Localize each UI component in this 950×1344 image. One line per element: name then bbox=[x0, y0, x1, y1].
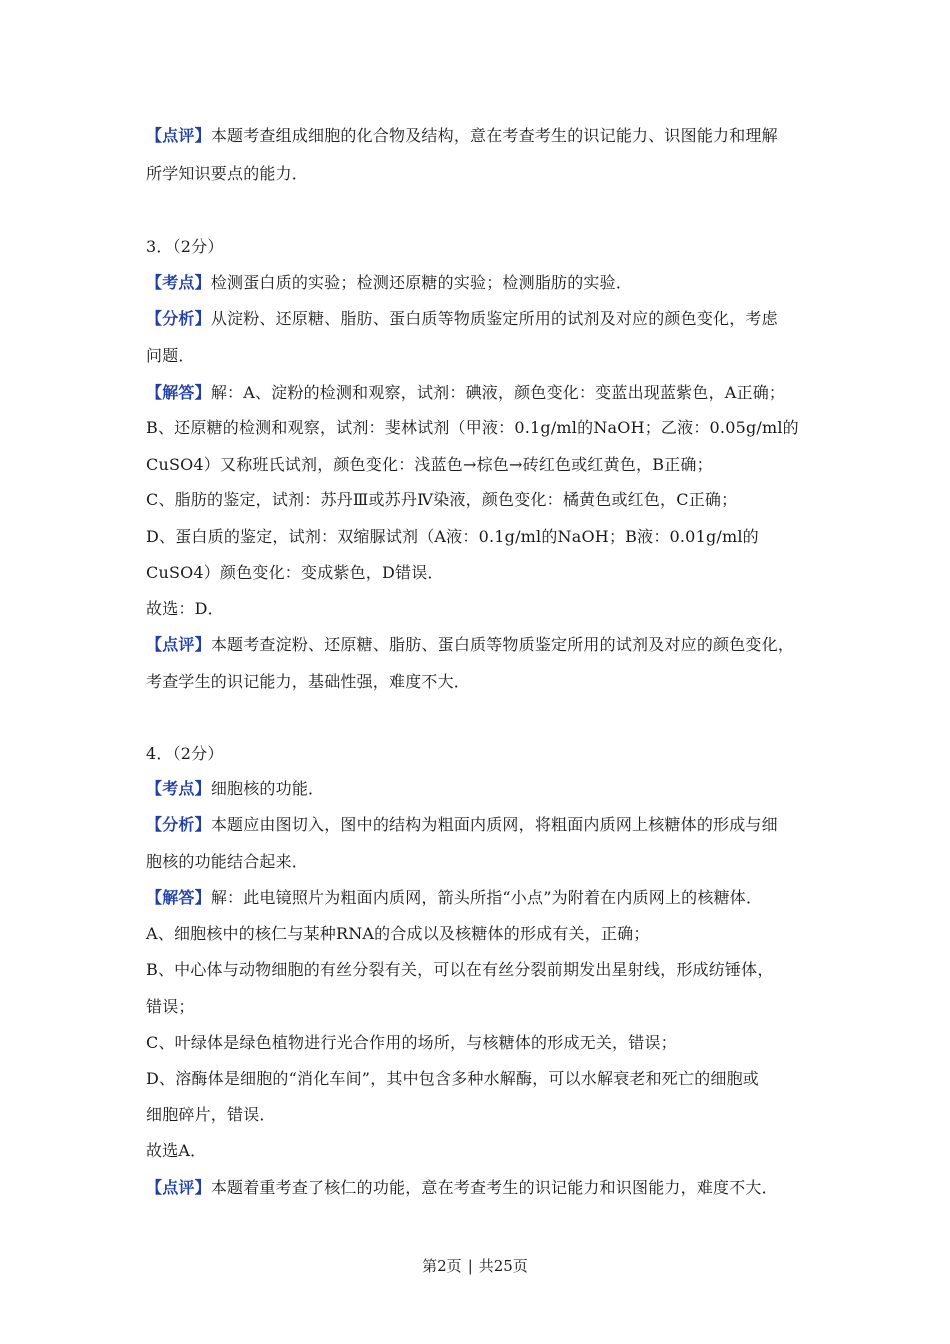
q3-solution-line-1: 【解答】解：A、淀粉的检测和观察，试剂：碘液，颜色变化：变蓝出现蓝紫色，A正确； bbox=[146, 383, 786, 402]
footer-separator: | bbox=[467, 1257, 473, 1275]
q2-comment-line-1: 【点评】本题考查组成细胞的化合物及结构，意在考查考生的识记能力、识图能力和理解 bbox=[146, 126, 778, 145]
q4-option-b-line-2: 错误； bbox=[146, 997, 195, 1016]
q2-comment-line-2: 所学知识要点的能力． bbox=[146, 164, 309, 183]
solution-tag: 【解答】 bbox=[146, 888, 211, 907]
solution-tag: 【解答】 bbox=[146, 383, 211, 402]
q4-analysis-line-1: 【分析】本题应由图切入，图中的结构为粗面内质网，将粗面内质网上核糖体的形成与细 bbox=[146, 815, 778, 834]
q3-analysis-line-1: 【分析】从淀粉、还原糖、脂肪、蛋白质等物质鉴定所用的试剂及对应的颜色变化，考虑 bbox=[146, 309, 778, 328]
q3-answer: 故选：D． bbox=[146, 599, 224, 618]
q4-knowledge-point: 【考点】细胞核的功能． bbox=[146, 779, 325, 798]
q4-comment-line-1: 【点评】本题着重考查了核仁的功能，意在考查考生的识记能力和识图能力，难度不大． bbox=[146, 1178, 778, 1197]
q4-analysis-line-2: 胞核的功能结合起来． bbox=[146, 852, 309, 871]
q4-option-d-line-2: 细胞碎片，错误． bbox=[146, 1105, 276, 1124]
comment-tag: 【点评】 bbox=[146, 126, 211, 145]
q3-knowledge-point: 【考点】检测蛋白质的实验；检测还原糖的实验；检测脂肪的实验． bbox=[146, 273, 633, 292]
q3-comment-line-2: 考查学生的识记能力，基础性强，难度不大． bbox=[146, 672, 471, 691]
q3-comment-line-1: 【点评】本题考查淀粉、还原糖、脂肪、蛋白质等物质鉴定所用的试剂及对应的颜色变化， bbox=[146, 635, 795, 654]
comment-tag: 【点评】 bbox=[146, 1178, 211, 1197]
q3-header: 3．（2分） bbox=[146, 237, 224, 256]
q4-answer: 故选A． bbox=[146, 1141, 207, 1160]
q4-header: 4．（2分） bbox=[146, 744, 224, 763]
knowledge-tag: 【考点】 bbox=[146, 779, 211, 798]
q3-solution-line-6: CuSO4）颜色变化：变成紫色，D错误． bbox=[146, 563, 444, 582]
q4-option-c: C、叶绿体是绿色植物进行光合作用的场所，与核糖体的形成无关，错误； bbox=[146, 1033, 677, 1052]
analysis-tag: 【分析】 bbox=[146, 309, 211, 328]
q3-solution-line-4: C、脂肪的鉴定，试剂：苏丹Ⅲ或苏丹Ⅳ染液，颜色变化：橘黄色或红色，C正确； bbox=[146, 490, 738, 509]
page-footer bbox=[0, 1256, 950, 1276]
total-pages-label: 共25页 bbox=[478, 1257, 528, 1275]
knowledge-tag: 【考点】 bbox=[146, 273, 211, 292]
q4-option-b-line-1: B、中心体与动物细胞的有丝分裂有关，可以在有丝分裂前期发出星射线，形成纺锤体， bbox=[146, 960, 774, 979]
q4-option-a: A、细胞核中的核仁与某种RNA的合成以及核糖体的形成有关，正确； bbox=[146, 924, 650, 943]
q3-solution-line-5: D、蛋白质的鉴定，试剂：双缩脲试剂（A液：0.1g/ml的NaOH；B液：0.01g/ml的 bbox=[146, 527, 759, 546]
q3-solution-line-2: B、还原糖的检测和观察，试剂：斐林试剂（甲液：0.1g/ml的NaOH；乙液：0.05g/ml的 bbox=[146, 418, 799, 437]
q4-option-d-line-1: D、溶酶体是细胞的“消化车间”，其中包含多种水解酶，可以水解衰老和死亡的细胞或 bbox=[146, 1069, 759, 1088]
q3-analysis-line-2: 问题． bbox=[146, 346, 195, 365]
q4-solution-line-1: 【解答】解：此电镜照片为粗面内质网，箭头所指“小点”为附着在内质网上的核糖体． bbox=[146, 888, 763, 907]
comment-tag: 【点评】 bbox=[146, 635, 211, 654]
current-page-label: 第2页 bbox=[422, 1257, 462, 1275]
q3-solution-line-3: CuSO4）又称班氏试剂，颜色变化：浅蓝色→棕色→砖红色或红黄色，B正确； bbox=[146, 455, 713, 474]
analysis-tag: 【分析】 bbox=[146, 815, 211, 834]
